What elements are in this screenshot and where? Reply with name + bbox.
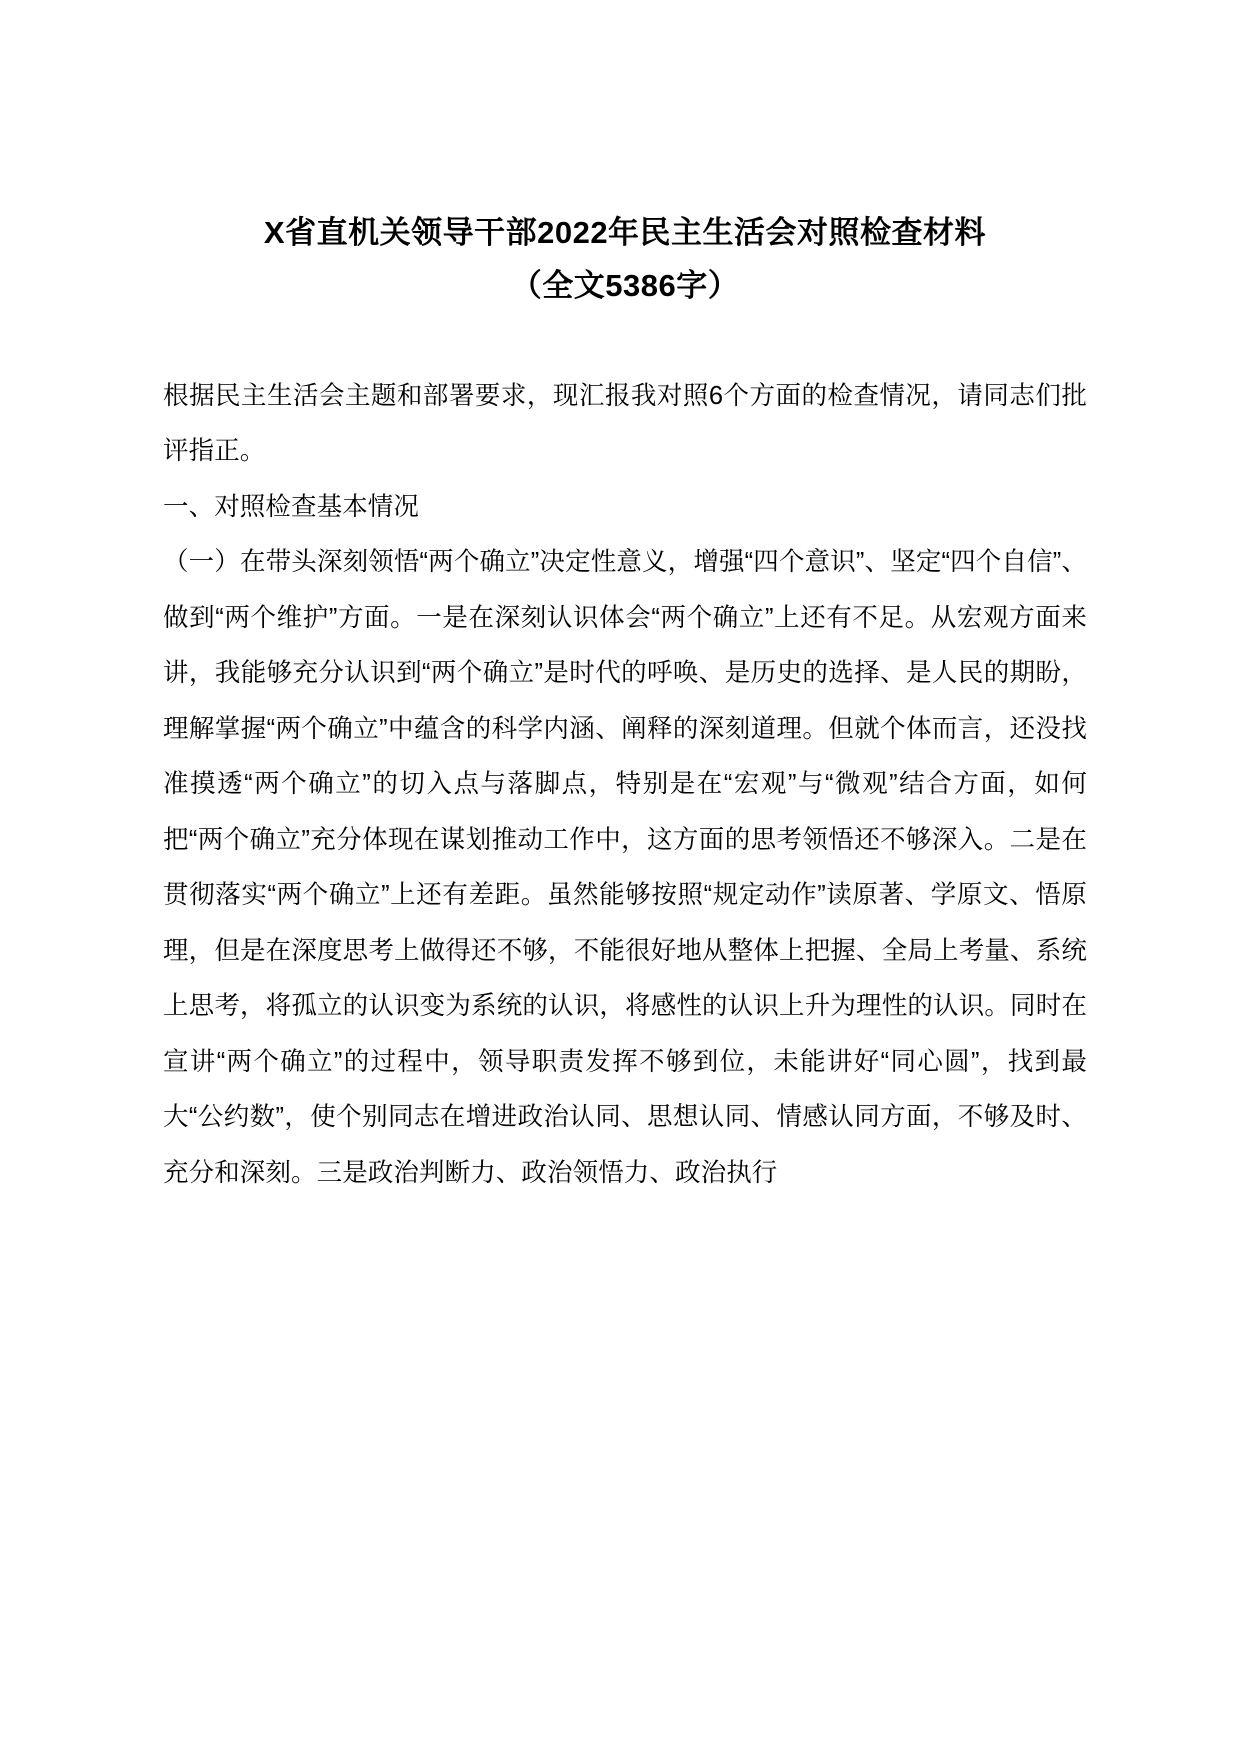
paragraph-intro: 根据民主生活会主题和部署要求，现汇报我对照6个方面的检查情况，请同志们批评指正。 [163,381,1087,466]
title-line-wordcount: （全文5386字） [510,268,740,304]
paragraph-section-one-item-a: （一）在带头深刻领悟“两个确立”决定性意义，增强“四个意识”、坚定“四个自信”、做到“两个维护”方面。一是在深刻认识体会“两个确立”上还有不足。从宏观方面来讲，我能够充分认识到“两个确立”是时代的呼唤、是历史的选择、是人民的期盼，理解掌握“两个确立”中蕴含的科学内涵、阐释的深刻道理。但就个体而言，还没找准摸透“两个确立”的切入点与落脚点，特别是在“宏观”与“微观”结合方面，如何把“两个确立”充分体现在谋划推动工作中，这方面的思考领悟还不够深入。二是在贯彻落实“两个确立”上还有差距。虽然能够按照“规定动作”读原著、学原文、悟原理，但是在深度思考上做得还不够，不能很好地从整体上把握、全局上考量、系统上思考，将孤立的认识变为系统的认识，将感性的认识上升为理性的认识。同时在宣讲“两个确立”的过程中，领导职责发挥不够到位，未能讲好“同心圆”，找到最大“公约数”，使个别同志在增进政治认同、思想认同、情感认同方面，不够及时、充分和深刻。三是政治判断力、政治领悟力、政治执行 [163,548,1087,1187]
page-title [163,0,1087,313]
title-line-primary: X省直机关领导干部2022年民主生活会对照检查材料 [263,215,987,250]
page-content [163,0,1087,1201]
document-body [163,369,1087,1202]
heading-section-one: 一、对照检查基本情况 [163,492,420,521]
